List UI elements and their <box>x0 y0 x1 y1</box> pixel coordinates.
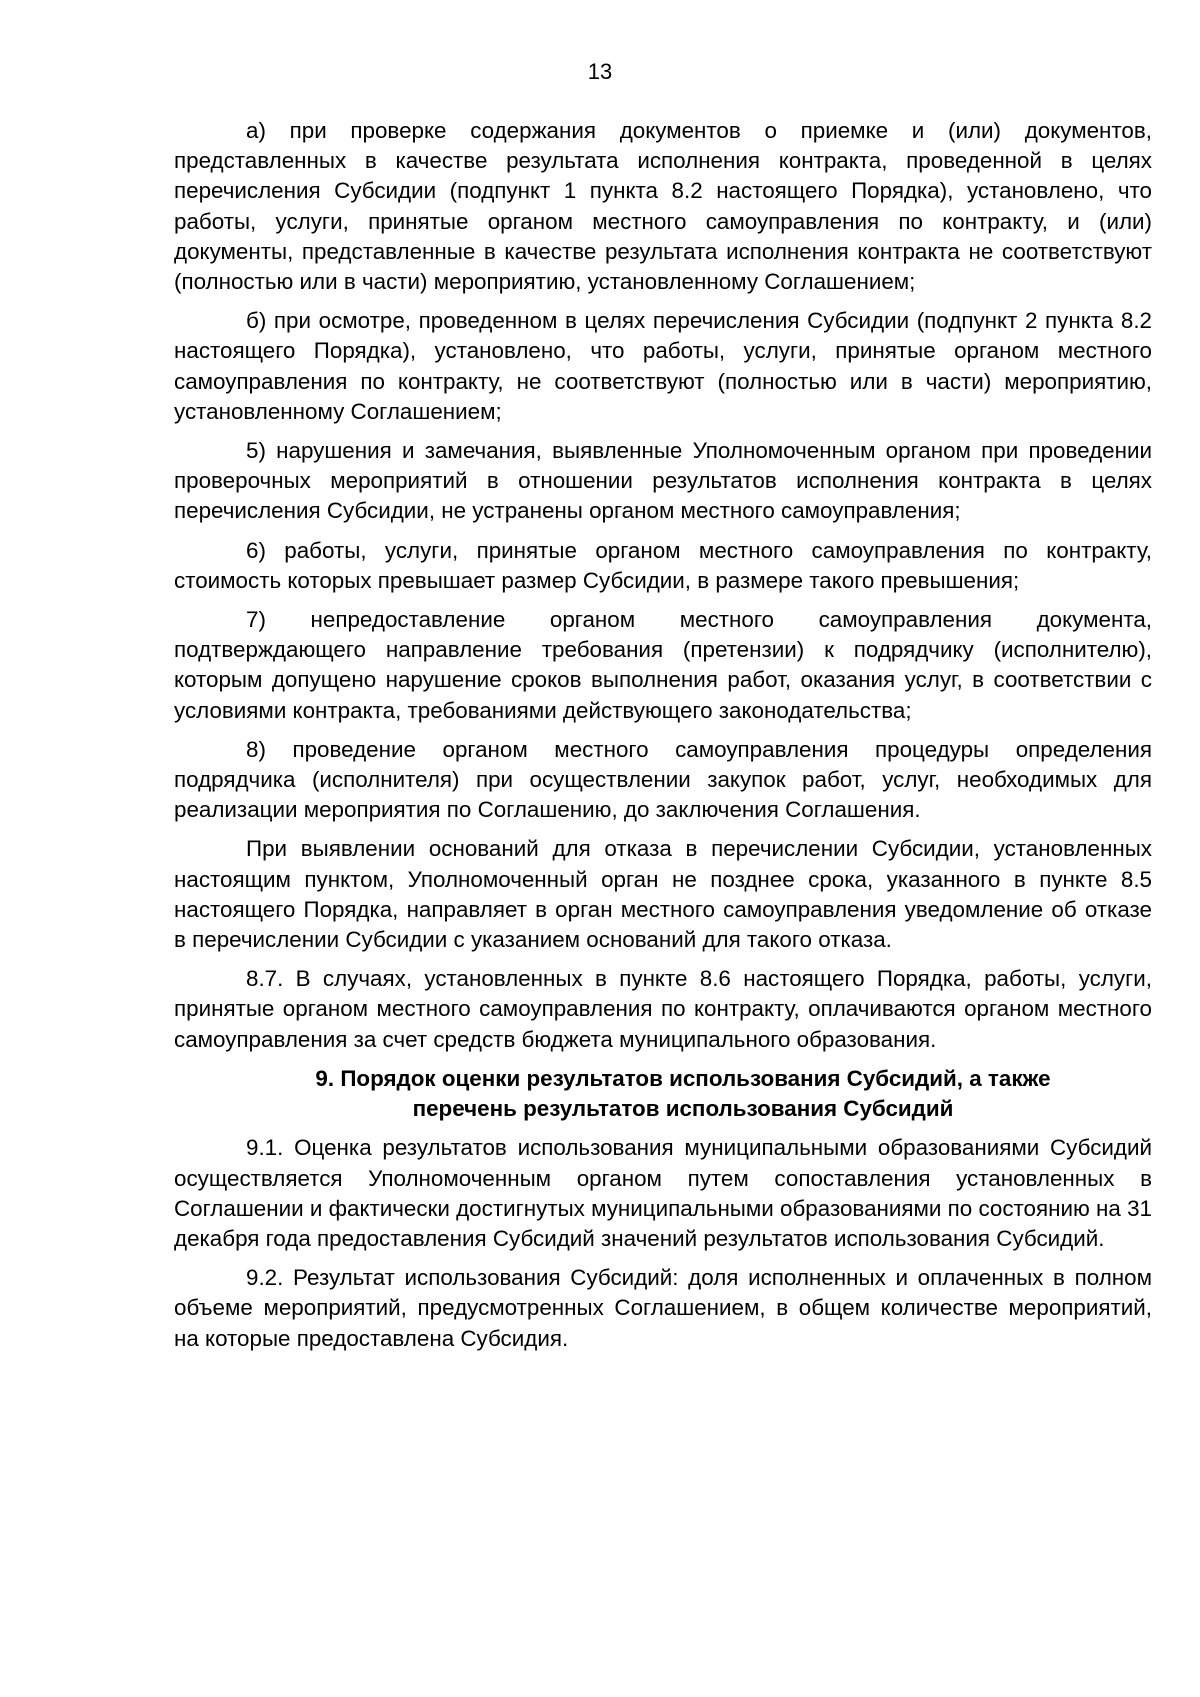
paragraph-6: 6) работы, услуги, принятые органом местного самоуправления по контракту, стоимость которых превышает размер Субсидии, в размере такого превышения; <box>174 537 1152 593</box>
paragraph-8-7: 8.7. В случаях, установленных в пункте 8.6 настоящего Порядка, работы, услуги, принятые органом местного самоуправления по контракту, оплачиваются органом местного самоуправления за счет средств бюджета муниципального образования. <box>174 966 1152 1052</box>
paragraph-refusal-notice: При выявлении оснований для отказа в перечислении Субсидии, установленных настоящим пунктом, Уполномоченный орган не позднее срока, указанного в пункте 8.5 настоящего Порядка, направляет в орган местного самоуправления уведомление об отказе в перечислении Субсидии с указанием оснований для такого отказа. <box>174 836 1152 953</box>
section-9-heading-line-1: 9. Порядок оценки результатов использования Субсидий, а также <box>315 1065 1051 1091</box>
paragraph-7: 7) непредоставление органом местного самоуправления документа, подтверждающего направление требования (претензии) к подрядчику (исполнителю), которым допущено нарушение сроков выполнения работ, оказания услуг, в соответствии с условиями контракта, требованиями действующего законодательства; <box>174 607 1152 723</box>
section-9-heading <box>174 1064 1152 1124</box>
paragraph-b: б) при осмотре, проведенном в целях перечисления Субсидии (подпункт 2 пункта 8.2 настоящего Порядка), установлено, что работы, услуги, принятые органом местного самоуправления по контракту, не соответствуют (полностью или в части) мероприятию, установленному Соглашением; <box>174 308 1152 424</box>
page-number: 13 <box>587 59 613 84</box>
paragraph-a: а) при проверке содержания документов о приемке и (или) документов, представленных в качестве результата исполнения контракта, проведенной в целях перечисления Субсидии (подпункт 1 пункта 8.2 настоящего Порядка), установлено, что работы, услуги, принятые органом местного самоуправления по контракту, и (или) документы, представленные в качестве результата исполнения контракта не соответствуют (полностью или в части) мероприятию, установленному Соглашением; <box>174 118 1152 295</box>
section-9-heading-line-2: перечень результатов использования Субсидий <box>412 1096 954 1122</box>
document-body <box>174 116 1152 1363</box>
paragraph-9-1: 9.1. Оценка результатов использования муниципальными образованиями Субсидий осуществляется Уполномоченным органом путем сопоставления установленных в Соглашении и фактически достигнутых муниципальными образованиями по состоянию на 31 декабря года предоставления Субсидий значений результатов использования Субсидий. <box>174 1135 1152 1251</box>
paragraph-5: 5) нарушения и замечания, выявленные Уполномоченным органом при проведении проверочных мероприятий в отношении результатов исполнения контракта в целях перечисления Субсидии, не устранены органом местного самоуправления; <box>174 438 1152 524</box>
paragraph-8: 8) проведение органом местного самоуправления процедуры определения подрядчика (исполнителя) при осуществлении закупок работ, услуг, необходимых для реализации мероприятия по Соглашению, до заключения Соглашения. <box>174 736 1152 823</box>
paragraph-9-2: 9.2. Результат использования Субсидий: доля исполненных и оплаченных в полном объеме мероприятий, предусмотренных Соглашением, в общем количестве мероприятий, на которые предоставлена Субсидия. <box>174 1265 1152 1351</box>
